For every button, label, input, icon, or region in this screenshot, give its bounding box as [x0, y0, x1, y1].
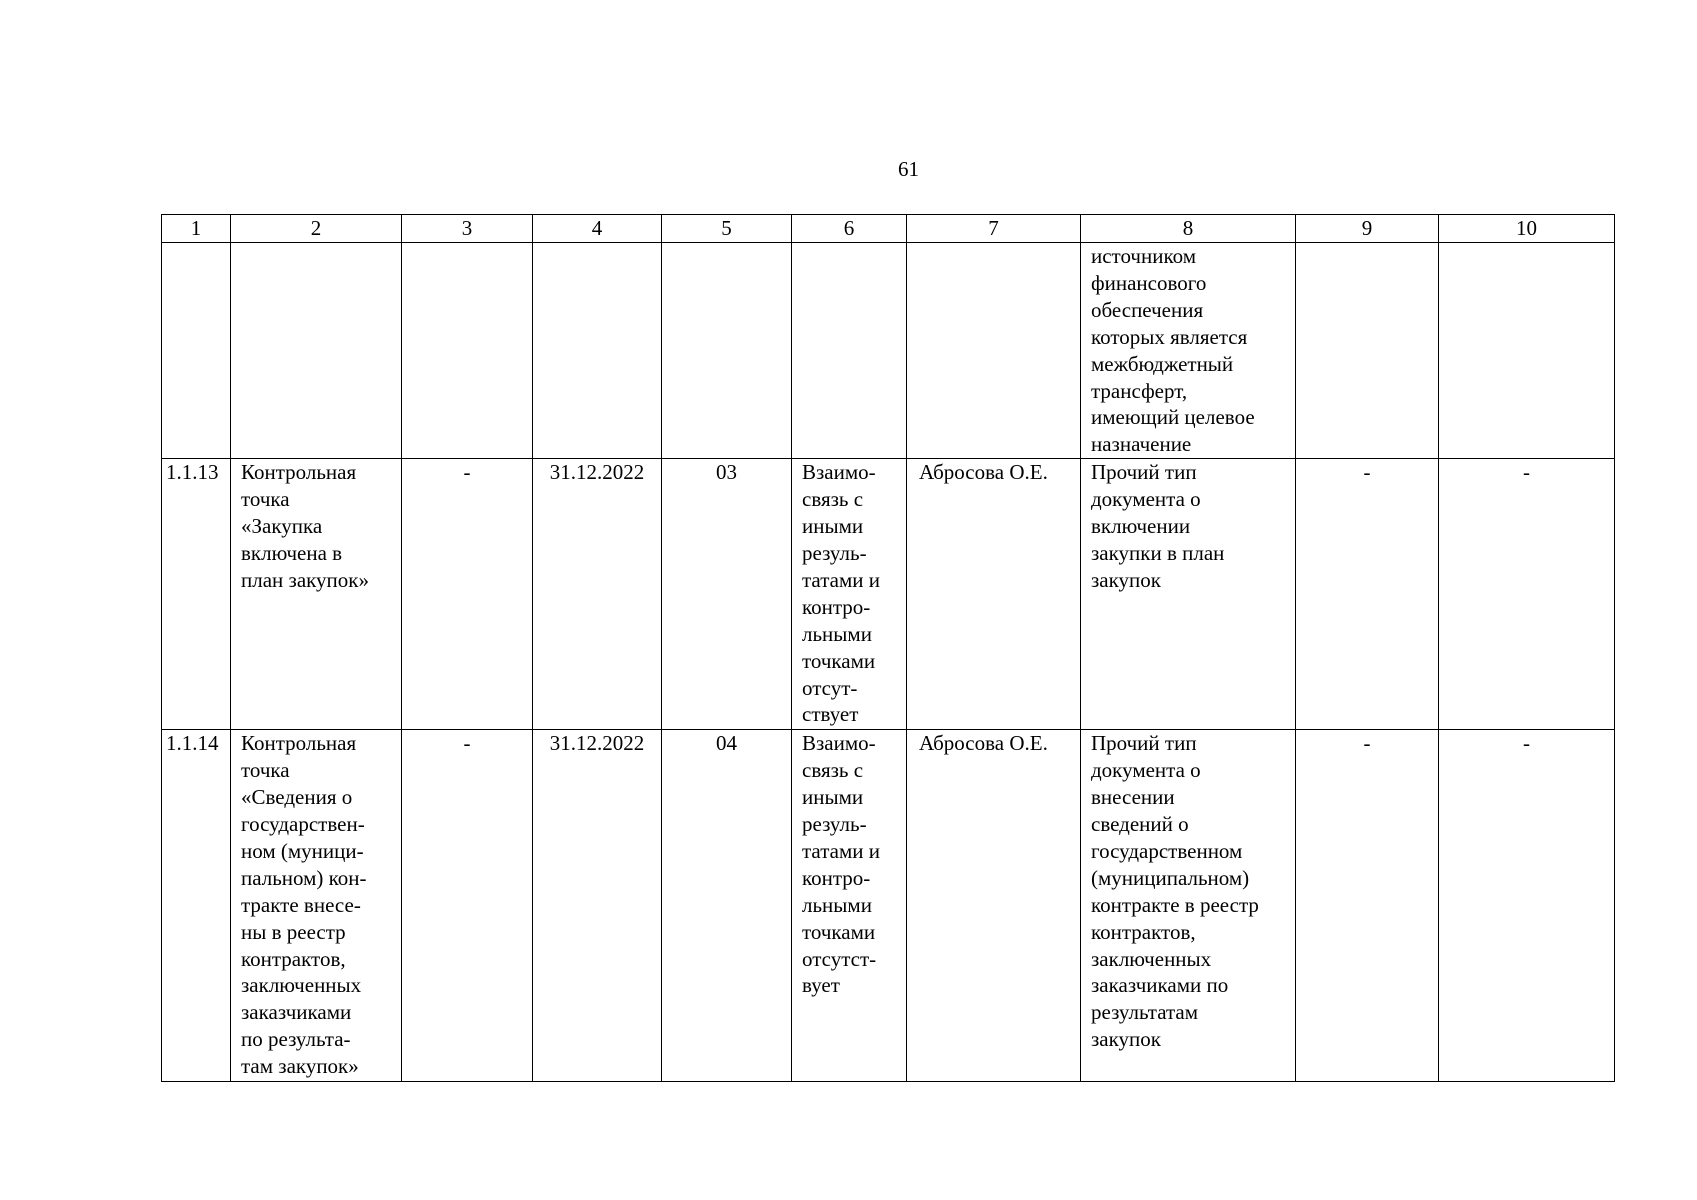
table-cell: -	[402, 730, 533, 1082]
document-type-cell: Прочий тип документа о внесении сведений о государственном (муниципальном) контракте в реестр контрактов, заключенных заказчиками по результатам закупок	[1081, 730, 1296, 1082]
responsible-cell: Абросова О.Е.	[907, 730, 1081, 1082]
column-header: 9	[1296, 215, 1439, 243]
code-cell: 04	[662, 730, 792, 1082]
document-type-cell: Прочий тип документа о включении закупки в план закупок	[1081, 459, 1296, 730]
table-cell: -	[402, 459, 533, 730]
table-row	[162, 730, 1615, 1082]
date-cell: 31.12.2022	[533, 730, 662, 1082]
row-number-cell: 1.1.14	[162, 730, 231, 1082]
table-cell: -	[1439, 730, 1615, 1082]
column-header: 8	[1081, 215, 1296, 243]
table-cell	[162, 243, 231, 459]
relation-cell: Взаимо- связь с иными резуль- татами и контро- льными точками отсут- ствует	[792, 459, 907, 730]
responsible-cell: Абросова О.Е.	[907, 459, 1081, 730]
table-row	[162, 459, 1615, 730]
document-type-cell: источником финансового обеспечения которых является межбюджетный трансферт, имеющий целевое назначение	[1081, 243, 1296, 459]
table-cell	[792, 243, 907, 459]
column-header: 1	[162, 215, 231, 243]
column-header: 7	[907, 215, 1081, 243]
table-cell: -	[1439, 459, 1615, 730]
table-cell	[1439, 243, 1615, 459]
table-cell: -	[1296, 730, 1439, 1082]
column-number-row	[162, 215, 1615, 243]
date-cell: 31.12.2022	[533, 459, 662, 730]
table-cell	[402, 243, 533, 459]
relation-cell: Взаимо- связь с иными резуль- татами и контро- льными точками отсутст- вует	[792, 730, 907, 1082]
control-point-name-cell: Контрольная точка «Сведения о государствен- ном (муници- пальном) кон- тракте внесе- ны в реестр контрактов, заключенных заказчиками по результа- там закупок»	[231, 730, 402, 1082]
table-cell	[533, 243, 662, 459]
control-point-name-cell: Контрольная точка «Закупка включена в план закупок»	[231, 459, 402, 730]
column-header: 3	[402, 215, 533, 243]
row-number-cell: 1.1.13	[162, 459, 231, 730]
table-cell	[662, 243, 792, 459]
table-cell: -	[1296, 459, 1439, 730]
table-cell	[907, 243, 1081, 459]
column-header: 10	[1439, 215, 1615, 243]
plan-table	[161, 214, 1615, 1082]
table-row-continuation	[162, 243, 1615, 459]
column-header: 4	[533, 215, 662, 243]
code-cell: 03	[662, 459, 792, 730]
table-cell	[231, 243, 402, 459]
page-number: 61	[898, 157, 919, 181]
column-header: 5	[662, 215, 792, 243]
column-header: 2	[231, 215, 402, 243]
column-header: 6	[792, 215, 907, 243]
table-cell	[1296, 243, 1439, 459]
